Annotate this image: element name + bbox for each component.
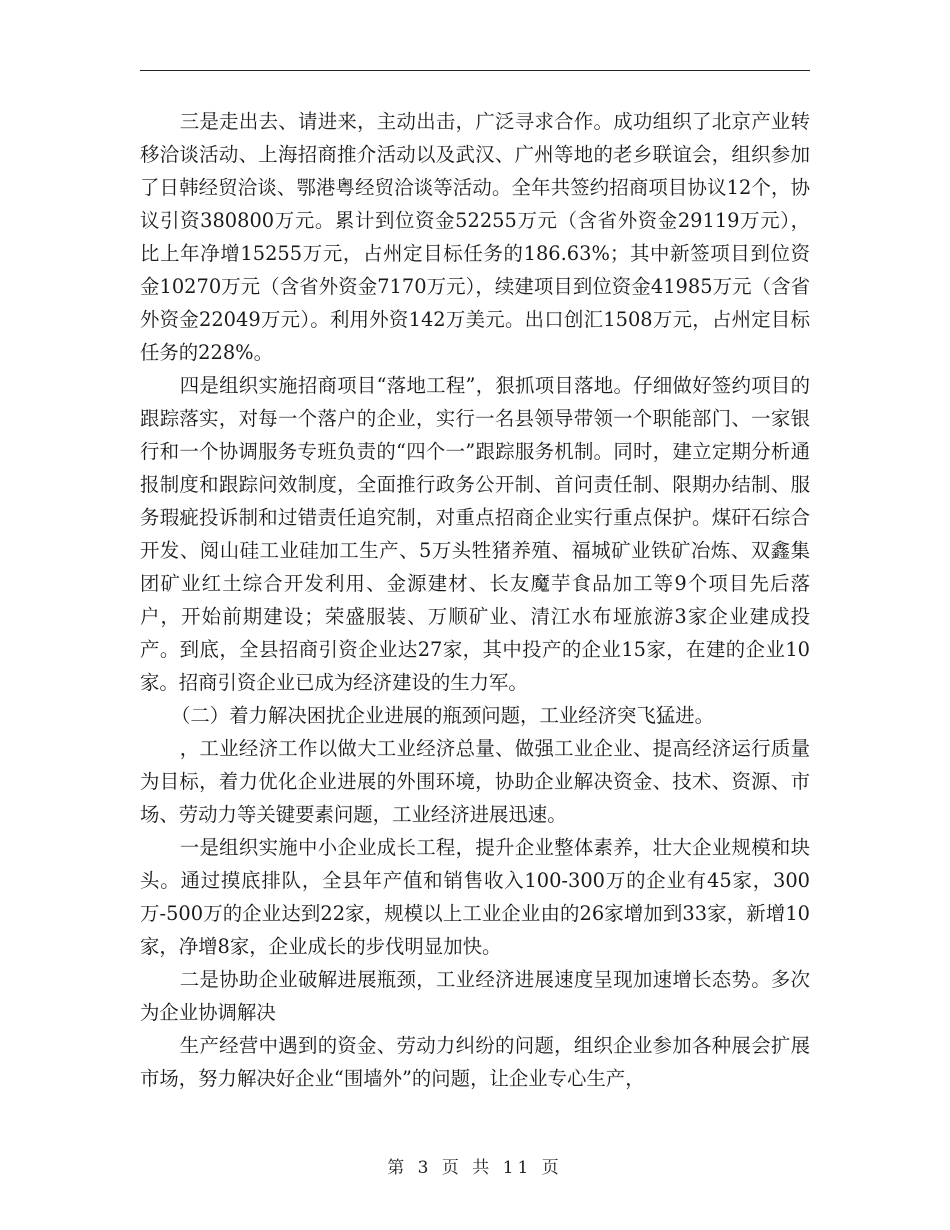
paragraph-2: 四是组织实施招商项目“落地工程”，狠抓项目落地。仔细做好签约项目的跟踪落实，对每一个落户的企业，实行一名县领导带领一个职能部门、一家银行和一个协调服务专班负责的“四个一”跟踪服务机制。同时，建立定期分析通报制度和跟踪问效制度，全面推行政务公开制、首问责任制、限期办结制、服务瑕疵投诉制和过错责任追究制，对重点招商企业实行重点保护。煤矸石综合开发、阅山硅工业硅加工生产、5万头牲猪养殖、福城矿业铁矿冶炼、双鑫集团矿业红土综合开发利用、金源建材、长友魔芋食品加工等9个项目先后落户，开始前期建设；荣盛服装、万顺矿业、清江水布垭旅游3家企业建成投产。到底，全县招商引资企业达27家，其中投产的企业15家，在建的企业10家。招商引资企业已成为经济建设的生力军。 — [140, 374, 810, 694]
section-heading: （二）着力解决困扰企业进展的瓶颈问题，工业经济突飞猛进。 — [171, 704, 714, 727]
paragraph-4: 一是组织实施中小企业成长工程，提升企业整体素养，壮大企业规模和块头。通过摸底排队，全县年产值和销售收入100-300万的企业有45家，300万-500万的企业达到22家，规模以上工业企业由的26家增加到33家，新增10家，净增8家，企业成长的步伐明显加快。 — [140, 836, 810, 958]
paragraph-3: ，工业经济工作以做大工业经济总量、做强工业企业、提高经济运行质量为目标，着力优化企业进展的外围环境，协助企业解决资金、技术、资源、市场、劳动力等关键要素问题，工业经济进展迅速。 — [140, 737, 810, 826]
paragraph-6: 生产经营中遇到的资金、劳动力纠纷的问题，组织企业参加各种展会扩展市场，努力解决好企业“围墙外”的问题，让企业专心生产， — [140, 1034, 810, 1090]
page-footer: 第 3 页 共 11 页 — [387, 1158, 563, 1178]
header-rule — [140, 70, 810, 71]
document-body — [140, 105, 810, 1095]
paragraph-5: 二是协助企业破解进展瓶颈，工业经济进展速度呈现加速增长态势。多次为企业协调解决 — [140, 968, 810, 1024]
paragraph-1: 三是走出去、请进来，主动出击，广泛寻求合作。成功组织了北京产业转移洽谈活动、上海招商推介活动以及武汉、广州等地的老乡联谊会，组织参加了日韩经贸洽谈、鄂港粤经贸洽谈等活动。全年共签约招商项目协议12个，协议引资380800万元。累计到位资金52255万元（含省外资金29119万元），比上年净增15255万元，占州定目标任务的186.63%；其中新签项目到位资金10270万元（含省外资金7170万元），续建项目到位资金41985万元（含省外资金22049万元）。利用外资142万美元。出口创汇1508万元，占州定目标任务的228%。 — [140, 110, 810, 364]
